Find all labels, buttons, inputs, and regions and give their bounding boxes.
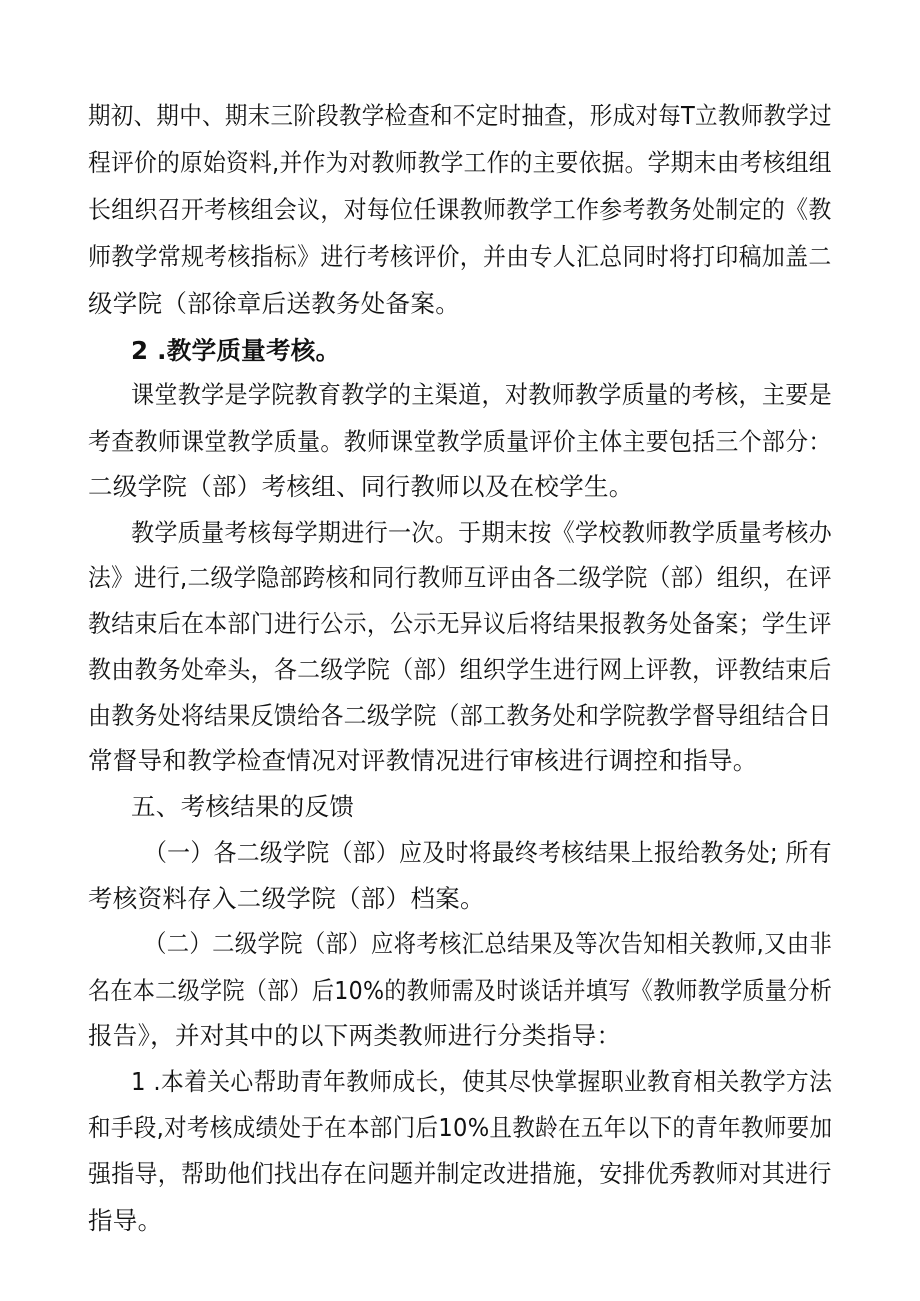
text-line: （二）二级学院（部）应将考核汇总结果及等次告知相关教师,又由非 xyxy=(144,929,833,958)
text-line: 二级学院（部）考核组、同行教师以及在校学生。 xyxy=(88,472,634,501)
text-line: 考核资料存入二级学院（部）档案。 xyxy=(88,884,485,913)
text-line: 名在本二级学院（部）后10%的教师需及时谈话并填写《教师教学质量分析 xyxy=(88,976,833,1005)
text-line: 期初、期中、期末三阶段教学检查和不定时抽查，形成对每T立教师教学过 xyxy=(88,101,832,130)
text-line: 程评价的原始资料,并作为对教师教学工作的主要依据。学期末由考核组组 xyxy=(88,148,832,177)
text-line: 教结束后在本部门进行公示，公示无异议后将结果报教务处备案；学生评 xyxy=(88,609,832,638)
text-line: 由教务处将结果反馈给各二级学院（部工教务处和学院教学督导组结合日 xyxy=(88,701,832,730)
text-line: 教学质量考核每学期进行一次。于期末按《学校教师教学质量考核办 xyxy=(131,518,832,547)
text-line: 报告》，并对其中的以下两类教师进行分类指导： xyxy=(88,1021,622,1050)
text-line: 级学院（部徐章后送教务处备案。 xyxy=(88,289,460,318)
section-heading: 2 .教学质量考核。 xyxy=(131,336,341,365)
text-line: 强指导，帮助他们找出存在问题并制定改进措施，安排优秀教师对其进行 xyxy=(88,1159,832,1188)
text-line: 长组织召开考核组会议，对每位任课教师教学工作参考教务处制定的《教 xyxy=(88,195,832,224)
text-line: 指导。 xyxy=(88,1206,163,1235)
text-line: 教由教务处牵头，各二级学院（部）组织学生进行网上评教，评教结束后 xyxy=(88,655,832,684)
text-line: 和手段,对考核成绩处于在本部门后10%且教龄在五年以下的青年教师要加 xyxy=(88,1113,833,1142)
text-line: （一）各二级学院（部）应及时将最终考核结果上报给教务处; 所有 xyxy=(144,838,832,867)
section-heading: 五、考核结果的反馈 xyxy=(131,792,355,821)
text-line: 1 .本着关心帮助青年教师成长，使其尽快掌握职业教育相关教学方法 xyxy=(131,1067,833,1096)
text-line: 师教学常规考核指标》进行考核评价，并由专人汇总同时将打印稿加盖二 xyxy=(88,242,832,271)
text-line: 课堂教学是学院教育教学的主渠道，对教师教学质量的考核，主要是 xyxy=(131,380,832,409)
text-line: 常督导和教学检查情况对评教情况进行审核进行调控和指导。 xyxy=(88,746,758,775)
text-line: 考查教师课堂教学质量。教师课堂教学质量评价主体主要包括三个部分： xyxy=(88,427,832,456)
text-line: 法》进行,二级学隐部跨核和同行教师互评由各二级学院（部）组织，在评 xyxy=(88,563,832,592)
